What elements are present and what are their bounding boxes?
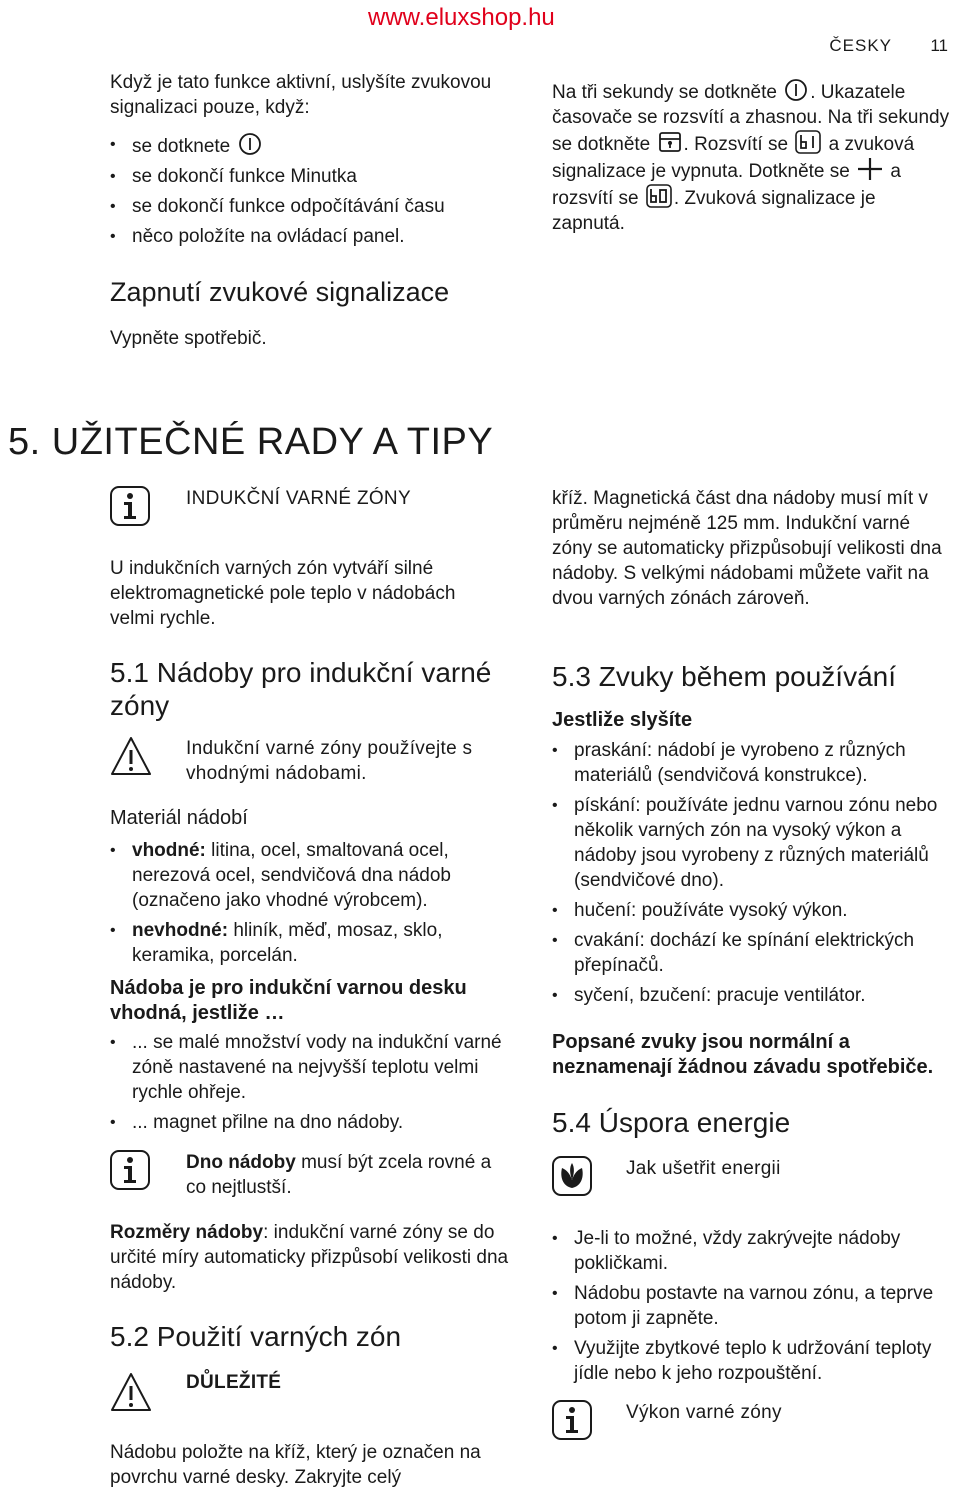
list-item: • hučení: používáte vysoký výkon.	[552, 898, 952, 923]
list-item: • Využijte zbytkové teplo k udržování teploty jídle nebo k jeho rozpouštění.	[552, 1336, 952, 1386]
sound-toggle-instructions: Na tři sekundy se dotkněte . Ukazatele časovače se rozsvítí a zhasnou. Na tři sekundy se dotkněte . Rozsvítí se a zvuková signalizace je vypnuta. Dotkněte se a rozsvítí se . Zvuková signalizace je zapnutá.	[552, 78, 952, 236]
list-item: • vhodné: litina, ocel, smaltovaná ocel, nerezová ocel, sendvičová dna nádob (označeno jako vhodné výrobcem).	[110, 838, 510, 913]
section-title: Nádoby pro indukční varné zóny	[110, 657, 492, 721]
suitable-if-list	[110, 1030, 510, 1140]
plus-icon	[857, 157, 883, 181]
continued-text: kříž. Magnetická část dna nádoby musí mít v průměru nejméně 125 mm. Indukční varné zóny se automaticky přizpůsobují velikosti dna nádoby. S velkými nádobami můžete vařit na dvou varných zónách zároveň.	[552, 488, 942, 609]
section-5-2-heading	[110, 1320, 401, 1353]
energy-tips-list	[552, 1226, 952, 1391]
section-number: 5.3	[552, 661, 591, 692]
sound-on-text: Vypněte spotřebič.	[110, 328, 267, 349]
warning-icon	[110, 1372, 152, 1412]
section-number: 5.2	[110, 1321, 149, 1352]
site-url[interactable]: www.eluxshop.hu	[368, 4, 555, 31]
section-title: Úspora energie	[598, 1107, 791, 1138]
pot-bottom-note: Dno nádoby musí být zcela rovné a co nejtlustší.	[186, 1152, 492, 1198]
power-icon	[238, 132, 262, 156]
list-item: • praskání: nádobí je vyrobeno z různých materiálů (sendvičová konstrukce).	[552, 738, 952, 788]
section-title: Zvuky během používání	[598, 661, 896, 692]
material-heading: Materiál nádobí	[110, 807, 248, 829]
warning-text: Indukční varné zóny používejte s vhodnými nádobami.	[186, 738, 473, 784]
section-5-3-heading	[552, 660, 896, 693]
info-icon	[110, 486, 150, 526]
language-label: ČESKY	[829, 36, 892, 55]
material-list	[110, 838, 510, 973]
chapter-heading: 5. UŽITEČNÉ RADY A TIPY	[8, 421, 494, 463]
list-item: • ... magnet přilne na dno nádoby.	[110, 1110, 510, 1135]
list-item: • ... se malé množství vody na indukční varné zóně nastavené na nejvyšší teplotu velmi rychle ohřeje.	[110, 1030, 510, 1105]
section-number: 5.4	[552, 1107, 591, 1138]
list-item: • nevhodné: hliník, měď, mosaz, sklo, keramika, porcelán.	[110, 918, 510, 968]
list-item: • Nádobu postavte na varnou zónu, a teprve potom ji zapněte.	[552, 1281, 952, 1331]
display-off-icon	[795, 130, 821, 154]
list-item: • Je-li to možné, vždy zakrývejte nádoby pokličkami.	[552, 1226, 952, 1276]
pot-sizes-text: Rozměry nádoby: indukční varné zóny se do určité míry automaticky přizpůsobí velikosti dna nádoby.	[110, 1222, 509, 1293]
normal-sounds-note: Popsané zvuky jsou normální a neznamenají žádnou závadu spotřebiče.	[552, 1031, 934, 1078]
important-title: DŮLEŽITÉ	[186, 1372, 282, 1393]
list-item: • syčení, bzučení: pracuje ventilátor.	[552, 983, 952, 1008]
info-title: INDUKČNÍ VARNÉ ZÓNY	[186, 488, 411, 509]
list-item: • se dotknete	[110, 132, 530, 159]
info-icon	[552, 1400, 592, 1440]
place-pot-text: Nádobu položte na kříž, který je označen na povrchu varné desky. Zakryjte celý	[110, 1442, 481, 1488]
sound-on-heading: Zapnutí zvukové signalizace	[110, 277, 450, 307]
page-number: 11	[930, 36, 948, 55]
section-title: Použití varných zón	[156, 1321, 402, 1352]
eco-title: Jak ušetřit energii	[626, 1158, 781, 1179]
list-item: • něco položíte na ovládací panel.	[110, 224, 530, 249]
eco-leaf-icon	[552, 1156, 592, 1196]
list-item: • cvakání: dochází ke spínání elektrických přepínačů.	[552, 928, 952, 978]
power-icon	[784, 78, 808, 102]
induction-text: U indukčních varných zón vytváří silné elektromagnetické pole teplo v nádobách velmi rychle.	[110, 558, 456, 629]
section-5-1-heading	[110, 656, 530, 722]
power-zone-title: Výkon varné zóny	[626, 1402, 782, 1423]
list-item: • se dokončí funkce Minutka	[110, 164, 530, 189]
sound-conditions-list	[110, 132, 530, 254]
info-icon	[110, 1150, 150, 1190]
intro-paragraph: Když je tato funkce aktivní, uslyšíte zvukovou signalizaci pouze, když:	[110, 72, 492, 118]
section-5-4-heading	[552, 1106, 790, 1139]
warning-icon	[110, 736, 152, 776]
list-item: • se dokončí funkce odpočítávání času	[110, 194, 530, 219]
sounds-list	[552, 738, 952, 1013]
section-number: 5.1	[110, 657, 149, 688]
list-item: • pískání: používáte jednu varnou zónu nebo několik varných zón na vysoký výkon a nádoby jsou vyrobeny z různých materiálů (sendvičové dno).	[552, 793, 952, 893]
timer-icon	[658, 130, 682, 154]
hear-heading: Jestliže slyšíte	[552, 709, 693, 731]
display-on-icon	[646, 184, 672, 208]
suitable-if-heading: Nádoba je pro indukční varnou desku vhodná, jestliže …	[110, 977, 467, 1024]
